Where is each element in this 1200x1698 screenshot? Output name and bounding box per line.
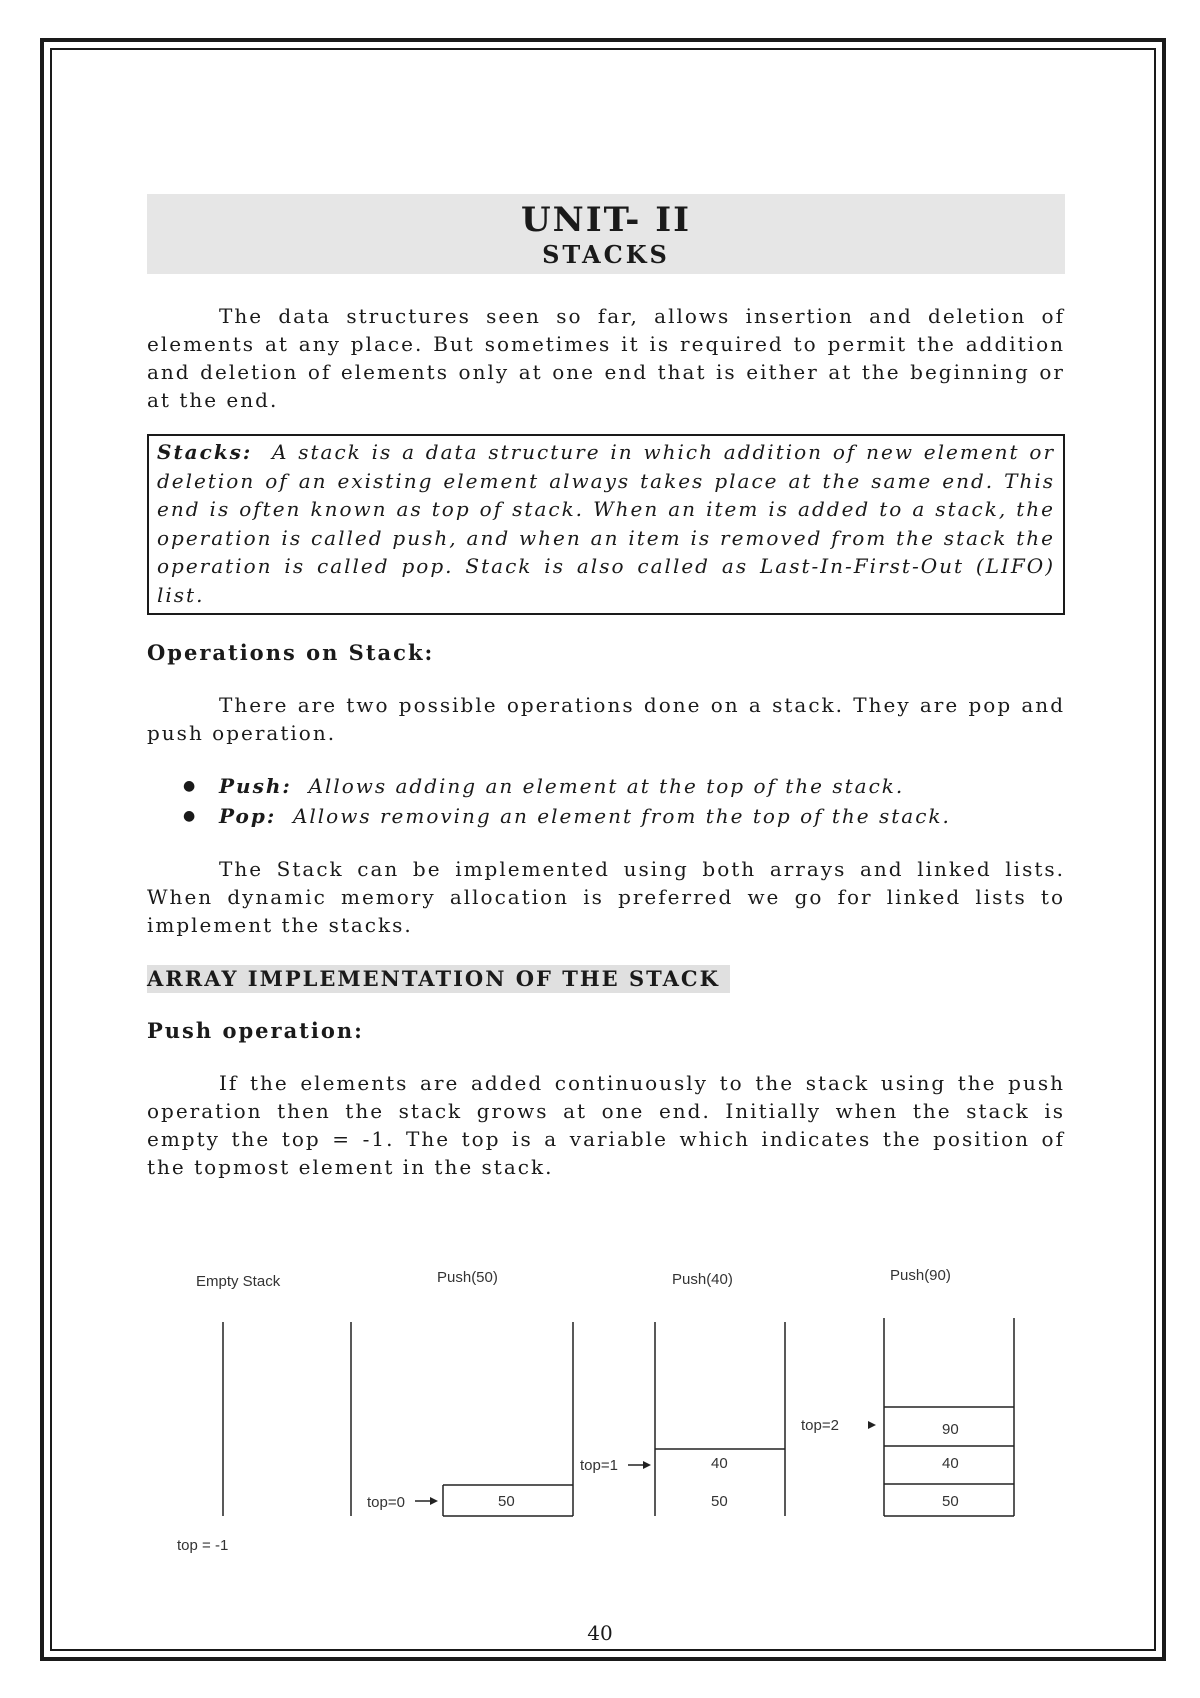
page-content	[147, 194, 1065, 1181]
stack-40-cell-bottom: 50	[711, 1493, 728, 1510]
stack-90-cell-bottom: 50	[942, 1493, 959, 1510]
stage-label-push-40: Push(40)	[672, 1271, 733, 1288]
push-description: Allows adding an element at the top of the stack.	[308, 774, 905, 798]
implementation-paragraph: The Stack can be implemented using both arrays and linked lists. When dynamic memory allocation is preferred we go for linked lists to implement the stacks.	[147, 857, 1065, 937]
list-item	[219, 801, 1065, 831]
unit-title: UNIT- II	[520, 200, 692, 240]
unit-title-banner	[147, 194, 1065, 274]
top-label-push-90: top=2	[801, 1417, 839, 1434]
list-item	[219, 771, 1065, 801]
operations-heading: Operations on Stack:	[147, 640, 435, 665]
top-label-push-50: top=0	[367, 1494, 405, 1511]
push-term: Push:	[219, 774, 292, 798]
top-label-empty: top = -1	[177, 1537, 229, 1554]
pop-description: Allows removing an element from the top of the stack.	[292, 804, 951, 828]
push-operation-heading: Push operation:	[147, 1018, 364, 1043]
stack-definition-box	[147, 434, 1065, 615]
top-label-push-40: top=1	[580, 1457, 618, 1474]
operations-list	[147, 771, 1065, 831]
stack-50-cell-value: 50	[498, 1493, 515, 1510]
unit-subtitle: STACKS	[542, 240, 670, 269]
stack-90-cell-mid: 40	[942, 1455, 959, 1472]
stage-label-push-50: Push(50)	[437, 1269, 498, 1286]
stage-label-push-90: Push(90)	[890, 1267, 951, 1284]
page-number: 40	[587, 1621, 613, 1645]
definition-term: Stacks:	[157, 440, 253, 464]
definition-text: A stack is a data structure in which addition of new element or deletion of an existing element always takes place at the same end. This end is often known as top of stack. When an item is added to a stack, the operation is called push, and when an item is removed from the stack the operation is called pop. Stack is also called as Last-In-First-Out (LIFO) list.	[157, 440, 1055, 607]
push-operation-paragraph: If the elements are added continuously to the stack using the push operation then the stack grows at one end. Initially when the stack is empty the top = -1. The top is a variable which indicates the position of the topmost element in the stack.	[147, 1071, 1065, 1179]
operations-paragraph: There are two possible operations done on a stack. They are pop and push operation.	[147, 693, 1065, 745]
array-implementation-heading: ARRAY IMPLEMENTATION OF THE STACK	[147, 965, 730, 993]
stage-label-empty: Empty Stack	[196, 1273, 281, 1290]
stack-40-cell-top: 40	[711, 1455, 728, 1472]
stack-90-cell-top: 90	[942, 1421, 959, 1438]
intro-paragraph: The data structures seen so far, allows insertion and deletion of elements at any place. But sometimes it is required to permit the addition and deletion of elements only at one end that is either at the beginning or at the end.	[147, 304, 1065, 412]
pop-term: Pop:	[219, 804, 277, 828]
